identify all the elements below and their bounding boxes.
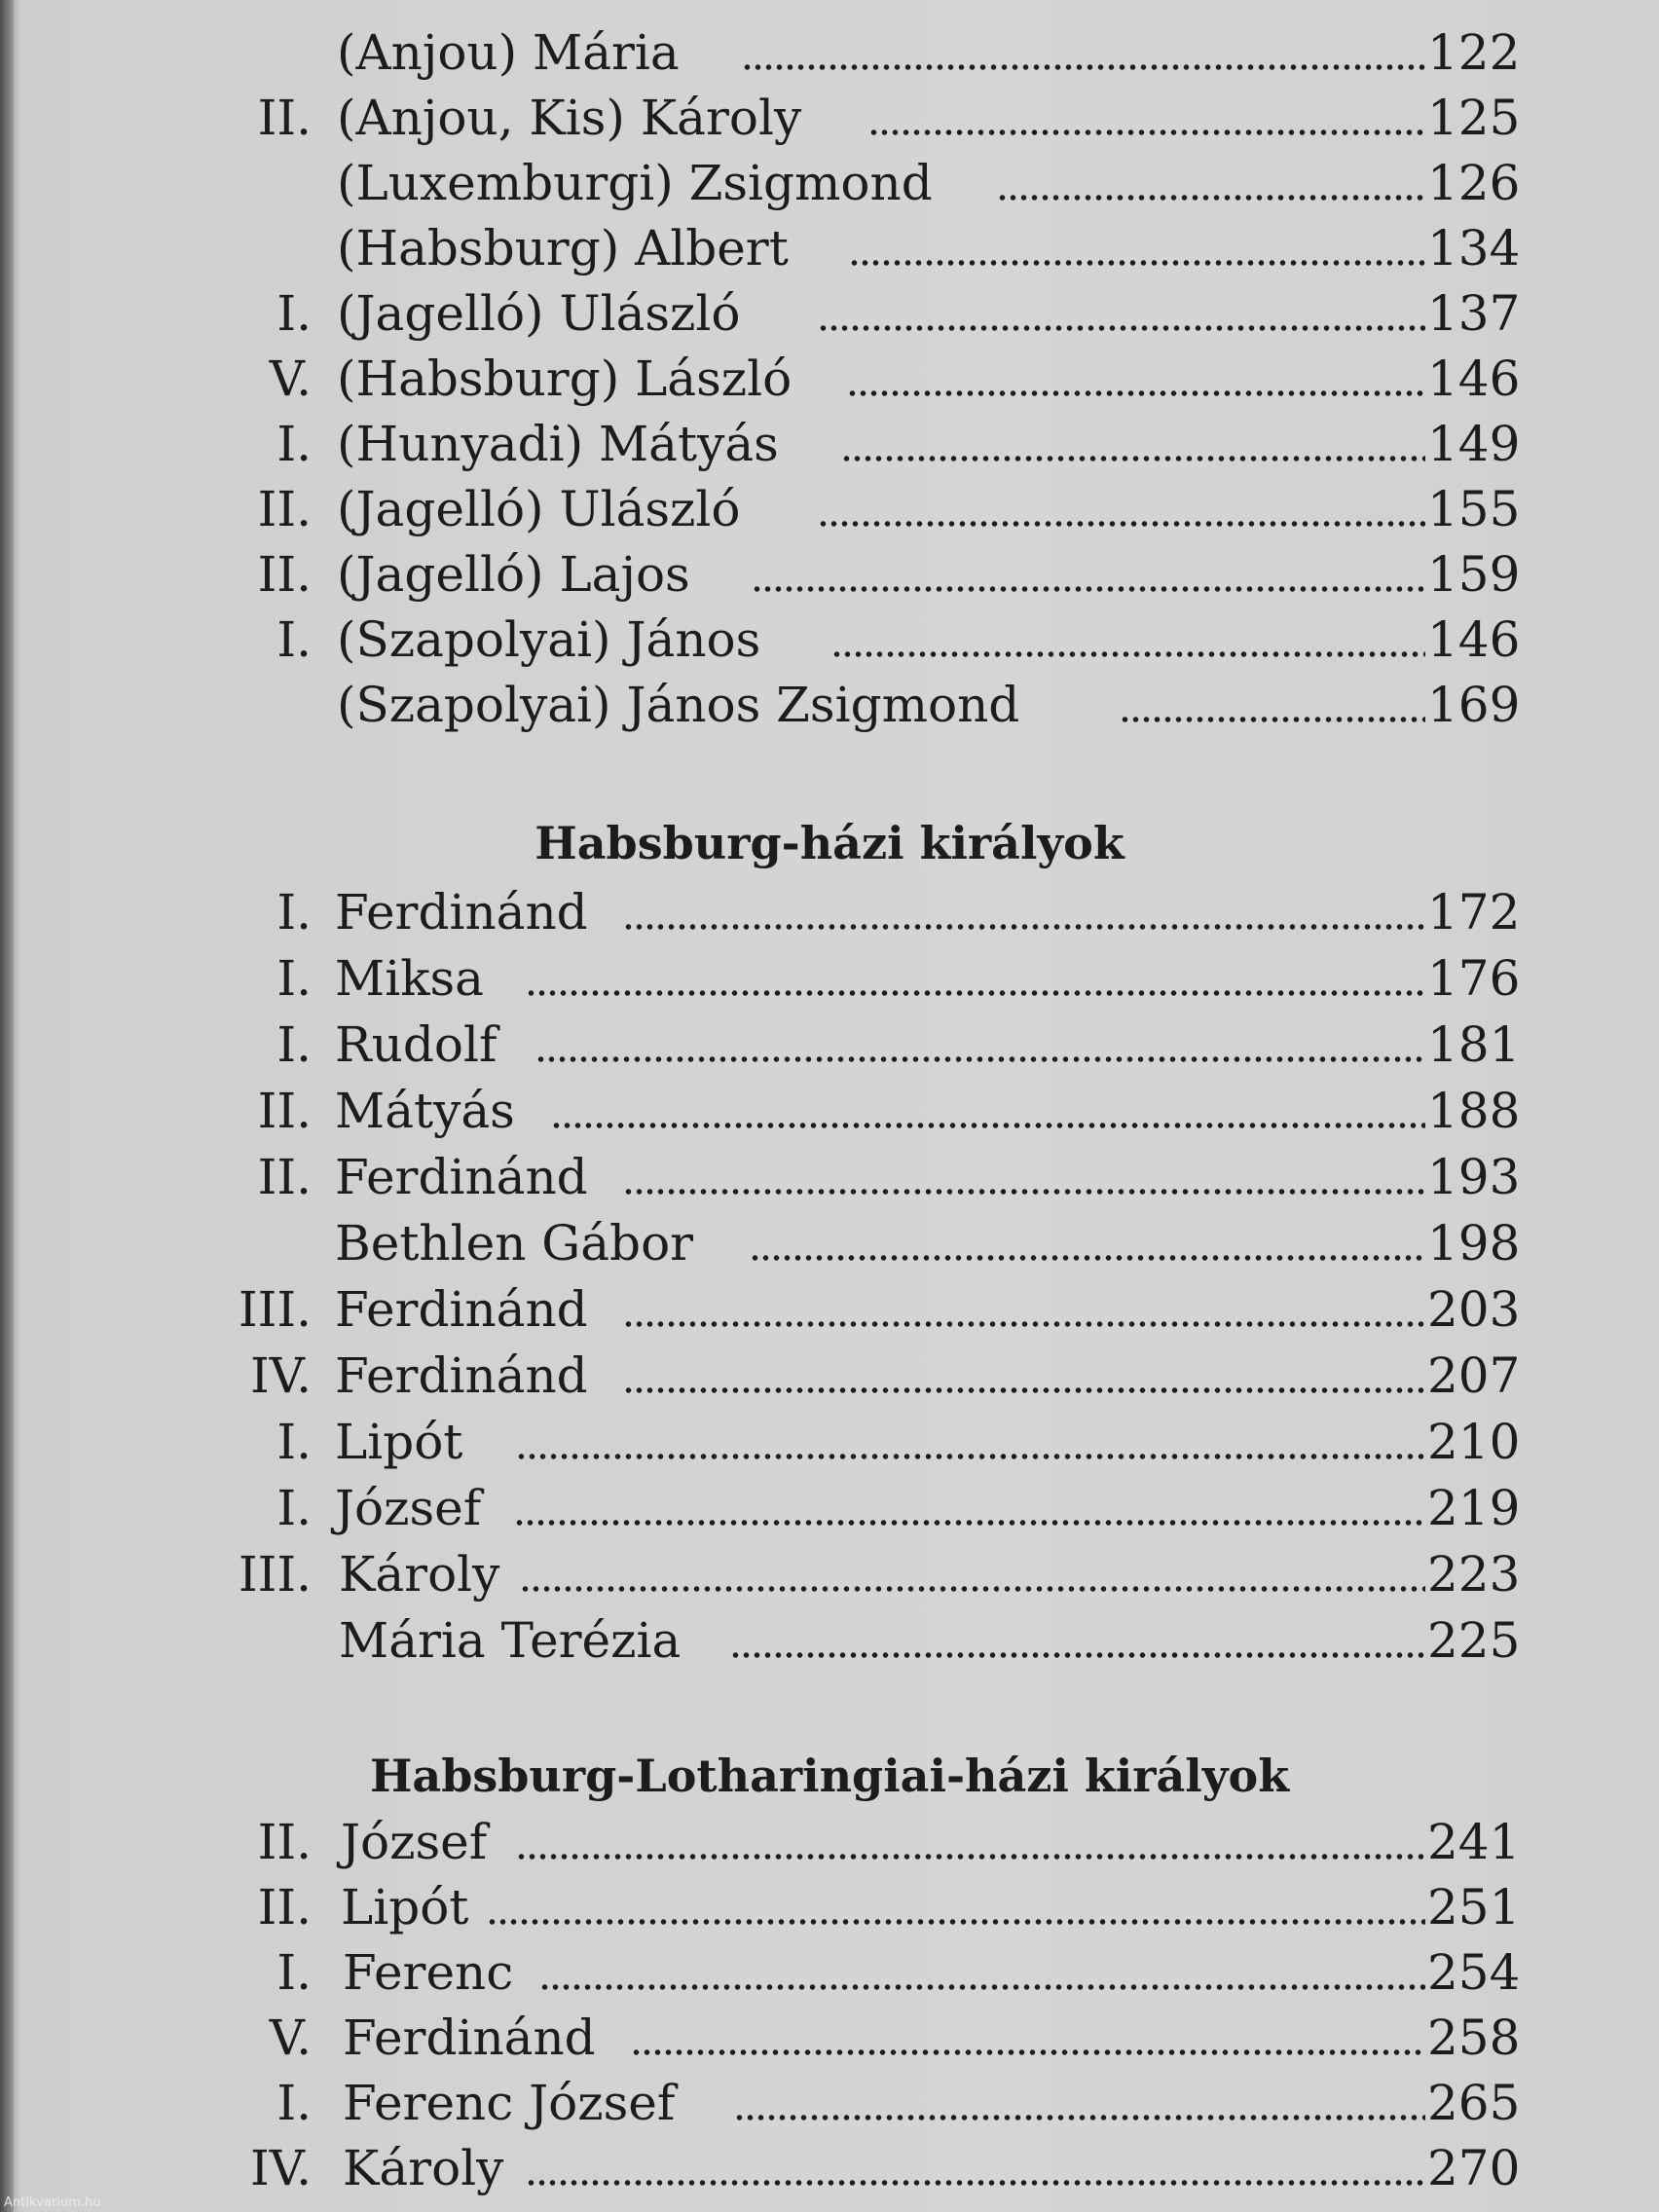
toc-entry [0, 543, 1659, 606]
dot-leader [623, 881, 1425, 943]
entry-name: Mátyás [335, 1083, 515, 1139]
entry-page: 155 [1427, 481, 1521, 537]
entry-page: 198 [1427, 1215, 1521, 1272]
entry-page: 137 [1427, 285, 1521, 342]
entry-name: József [341, 1814, 488, 1870]
entry-name: Ferdinánd [335, 1347, 588, 1404]
entry-name: Bethlen Gábor [335, 1215, 694, 1272]
entry-name: Ferdinánd [335, 884, 588, 940]
toc-entry [0, 1146, 1659, 1208]
entry-name: Ferenc [343, 1944, 514, 2001]
entry-page: 270 [1427, 2140, 1521, 2196]
entry-ordinal: II. [257, 481, 312, 537]
toc-entry [0, 217, 1659, 279]
toc-entry [0, 1014, 1659, 1076]
entry-ordinal: II. [257, 1083, 312, 1139]
toc-entry [0, 1941, 1659, 2004]
entry-ordinal: I. [276, 1414, 312, 1470]
entry-page: 258 [1427, 2009, 1521, 2066]
entry-name: (Jagelló) Lajos [337, 546, 690, 603]
entry-name: Ferdinánd [335, 1149, 588, 1205]
section-heading: Habsburg-házi királyok [535, 817, 1124, 869]
dot-leader [849, 217, 1425, 279]
entry-name: Miksa [335, 950, 484, 1007]
entry-page: 188 [1427, 1083, 1521, 1139]
entry-name: (Szapolyai) János [337, 611, 761, 668]
dot-leader [526, 2137, 1425, 2199]
toc-entry [0, 947, 1659, 1010]
dot-leader [847, 348, 1425, 410]
entry-name: Mária Terézia [339, 1612, 682, 1669]
section-heading: Habsburg-Lotharingiai-házi királyok [369, 1750, 1290, 1802]
entry-ordinal: I. [276, 2075, 312, 2131]
entry-name: (Jagelló) Ulászló [337, 481, 741, 537]
entry-page: 126 [1427, 155, 1521, 211]
entry-ordinal: I. [276, 1944, 312, 2001]
entry-ordinal: III. [238, 1281, 312, 1338]
dot-leader [742, 21, 1425, 84]
entry-name: Károly [339, 1546, 500, 1603]
toc-entry [0, 1477, 1659, 1539]
entry-name: (Habsburg) László [337, 350, 793, 407]
entry-name: Rudolf [335, 1016, 498, 1073]
entry-name: Ferdinánd [343, 2009, 596, 2066]
entry-ordinal: I. [276, 285, 312, 342]
entry-name: Ferdinánd [335, 1281, 588, 1338]
toc-entry [0, 2072, 1659, 2134]
toc-entry [0, 1811, 1659, 1873]
dot-leader [516, 1411, 1425, 1473]
dot-leader [868, 87, 1425, 149]
dot-leader [539, 1941, 1425, 2004]
entry-page: 254 [1427, 1944, 1521, 2001]
dot-leader [818, 282, 1425, 345]
entry-name: (Jagelló) Ulászló [337, 285, 741, 342]
entry-page: 172 [1427, 884, 1521, 940]
entry-name: (Anjou, Kis) Károly [337, 90, 802, 146]
dot-leader [623, 1278, 1425, 1341]
entry-ordinal: I. [276, 884, 312, 940]
entry-ordinal: V. [269, 2009, 312, 2066]
toc-entry [0, 2137, 1659, 2199]
entry-name: (Luxemburgi) Zsigmond [337, 155, 933, 211]
toc-entry [0, 478, 1659, 540]
toc-entry [0, 348, 1659, 410]
entry-page: 169 [1427, 677, 1521, 733]
entry-page: 251 [1427, 1879, 1521, 1936]
dot-leader [831, 608, 1425, 671]
toc-entry [0, 1876, 1659, 1938]
entry-name: Lipót [335, 1414, 463, 1470]
entry-page: 207 [1427, 1347, 1521, 1404]
watermark-text: Antikvarium.hu [4, 2195, 101, 2210]
entry-ordinal: IV. [249, 2140, 312, 2196]
dot-leader [730, 1609, 1425, 1672]
entry-ordinal: I. [276, 1480, 312, 1536]
toc-entry [0, 282, 1659, 345]
toc-entry [0, 1278, 1659, 1341]
entry-page: 193 [1427, 1149, 1521, 1205]
entry-page: 149 [1427, 416, 1521, 472]
dot-leader [734, 2072, 1425, 2134]
dot-leader [526, 947, 1425, 1010]
toc-entry [0, 413, 1659, 475]
entry-name: Lipót [341, 1879, 469, 1936]
dot-leader [818, 478, 1425, 540]
dot-leader [623, 1146, 1425, 1208]
toc-entry [0, 1609, 1659, 1672]
dot-leader [551, 1080, 1425, 1142]
entry-ordinal: V. [269, 350, 312, 407]
entry-page: 122 [1427, 24, 1521, 81]
entry-ordinal: II. [257, 546, 312, 603]
dot-leader [623, 1345, 1425, 1407]
entry-name: József [335, 1480, 482, 1536]
entry-page: 176 [1427, 950, 1521, 1007]
entry-ordinal: I. [276, 611, 312, 668]
dot-leader [516, 1811, 1425, 1873]
entry-page: 146 [1427, 350, 1521, 407]
toc-entry [0, 21, 1659, 84]
toc-entry [0, 2007, 1659, 2069]
entry-name: (Hunyadi) Mátyás [337, 416, 779, 472]
dot-leader [631, 2007, 1425, 2069]
toc-entry [0, 1212, 1659, 1274]
entry-page: 223 [1427, 1546, 1521, 1603]
dot-leader [535, 1014, 1425, 1076]
toc-entry [0, 152, 1659, 214]
entry-ordinal: II. [257, 1149, 312, 1205]
dot-leader [752, 543, 1425, 606]
entry-ordinal: I. [276, 950, 312, 1007]
toc-entry [0, 608, 1659, 671]
entry-page: 134 [1427, 220, 1521, 276]
dot-leader [841, 413, 1425, 475]
entry-page: 203 [1427, 1281, 1521, 1338]
entry-ordinal: II. [257, 1814, 312, 1870]
dot-leader [1120, 674, 1425, 736]
entry-page: 181 [1427, 1016, 1521, 1073]
entry-name: (Anjou) Mária [337, 24, 680, 81]
entry-page: 225 [1427, 1612, 1521, 1669]
entry-name: Károly [343, 2140, 504, 2196]
dot-leader [997, 152, 1425, 214]
toc-entry [0, 1345, 1659, 1407]
entry-page: 125 [1427, 90, 1521, 146]
toc-entry [0, 1080, 1659, 1142]
entry-name: (Szapolyai) János Zsigmond [337, 677, 1020, 733]
entry-page: 146 [1427, 611, 1521, 668]
entry-ordinal: I. [276, 416, 312, 472]
toc-entry [0, 1411, 1659, 1473]
entry-name: Ferenc József [343, 2075, 676, 2131]
dot-leader [750, 1212, 1425, 1274]
dot-leader [514, 1477, 1425, 1539]
entry-ordinal: IV. [249, 1347, 312, 1404]
entry-page: 219 [1427, 1480, 1521, 1536]
entry-page: 265 [1427, 2075, 1521, 2131]
entry-name: (Habsburg) Albert [337, 220, 789, 276]
entry-page: 210 [1427, 1414, 1521, 1470]
entry-ordinal: II. [257, 1879, 312, 1936]
toc-entry [0, 881, 1659, 943]
entry-page: 241 [1427, 1814, 1521, 1870]
dot-leader [520, 1543, 1425, 1605]
dot-leader [487, 1876, 1425, 1938]
entry-page: 159 [1427, 546, 1521, 603]
toc-entry [0, 87, 1659, 149]
entry-ordinal: III. [238, 1546, 312, 1603]
toc-entry [0, 1543, 1659, 1605]
entry-ordinal: I. [276, 1016, 312, 1073]
toc-entry [0, 674, 1659, 736]
entry-ordinal: II. [257, 90, 312, 146]
